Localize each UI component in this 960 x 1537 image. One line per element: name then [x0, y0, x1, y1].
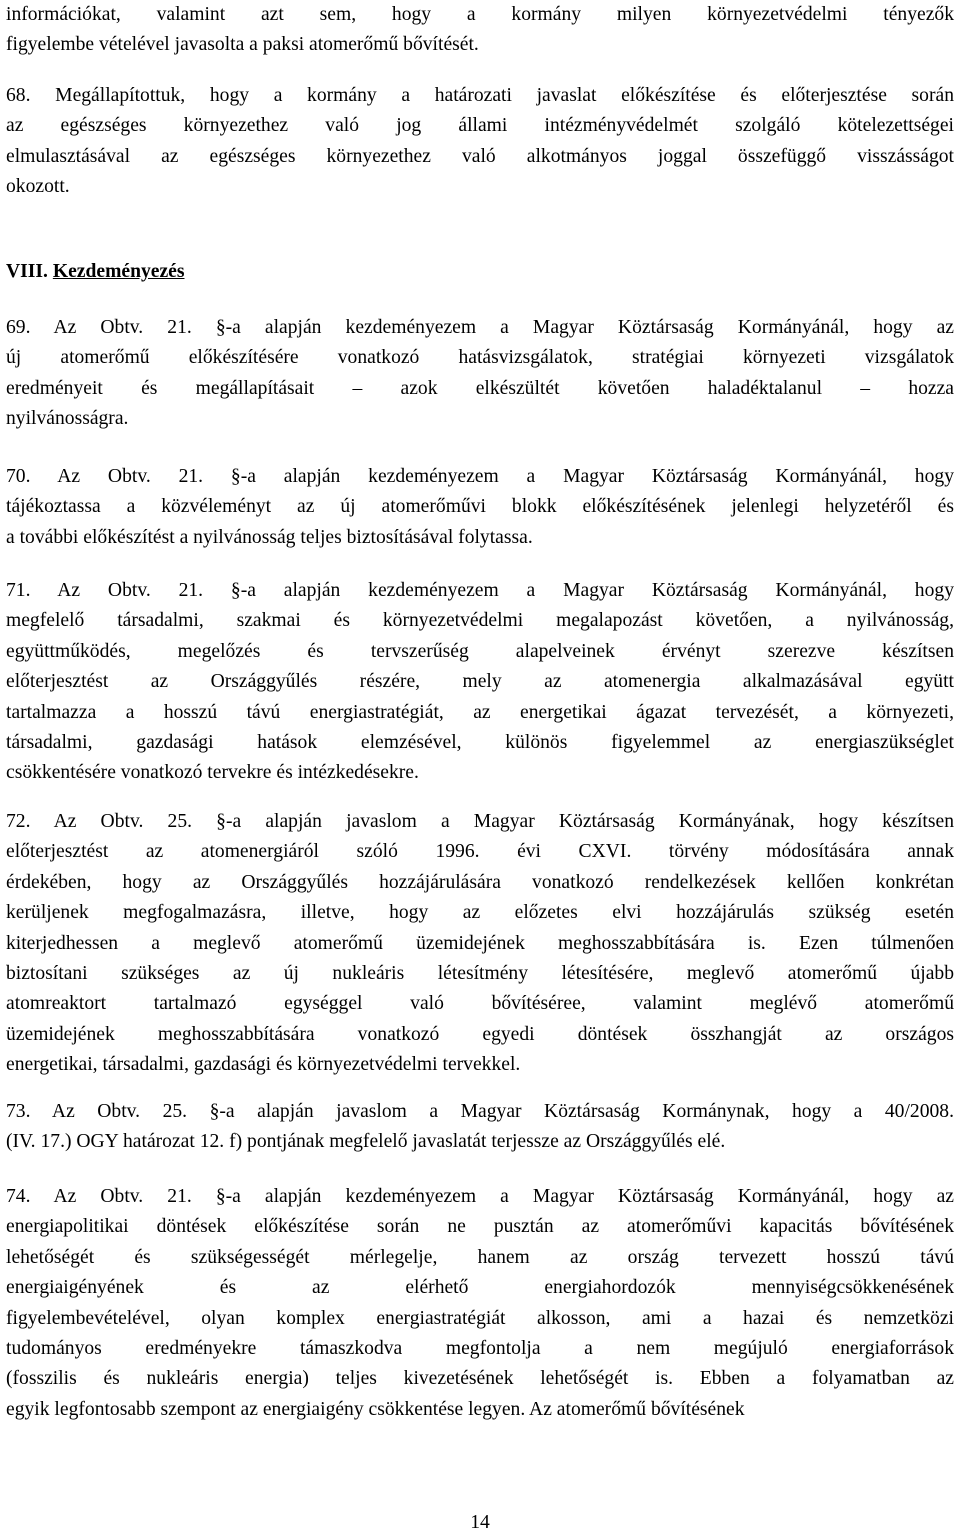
paragraph-68: [6, 81, 954, 203]
text-line: a további előkészítést a nyilvánosság teljes biztosításával folytassa.: [6, 526, 533, 548]
text-line: 71. Az Obtv. 21. §-a alapján kezdeményezem a Magyar Köztársaság Kormányánál, hogy: [6, 580, 954, 601]
paragraph-72: [6, 807, 954, 1081]
text-line: információkat, valamint azt sem, hogy a kormány milyen környezetvédelmi tényezők: [6, 4, 954, 25]
text-line: energetikai, társadalmi, gazdasági és környezetvédelmi tervekkel.: [6, 1054, 521, 1076]
text-line: (IV. 17.) OGY határozat 12. f) pontjának megfelelő javaslatát terjessze az Országgyűlés elé.: [6, 1131, 726, 1153]
paragraph-continuation: [6, 0, 954, 61]
text-line: nyilvánosságra.: [6, 408, 129, 430]
paragraph-70: [6, 462, 954, 553]
paragraph-71: [6, 576, 954, 789]
text-line: 69. Az Obtv. 21. §-a alapján kezdeményezem a Magyar Köztársaság Kormányánál, hogy az: [6, 317, 954, 338]
text-line: 74. Az Obtv. 21. §-a alapján kezdeményezem a Magyar Köztársaság Kormányánál, hogy az: [6, 1186, 954, 1207]
text-line: az egészséges környezethez való jog állami intézményvédelmét szolgáló kötelezettségei: [6, 115, 954, 137]
text-line: eredményeit és megállapításait – azok elkészültét követően haladéktalanul – hozza: [6, 377, 954, 399]
text-line: 72. Az Obtv. 25. §-a alapján javaslom a Magyar Köztársaság Kormányának, hogy készítsen: [6, 811, 954, 832]
section-number: VIII.: [6, 261, 48, 282]
text-line: tájékoztassa a közvéleményt az új atomerőművi blokk előkészítésének jelenlegi helyzetéről és: [6, 496, 954, 518]
text-line: energiapolitikai döntések előkészítése során ne pusztán az atomerőművi kapacitás bővítésének: [6, 1216, 954, 1238]
text-line: figyelembe vételével javasolta a paksi atomerőmű bővítését.: [6, 34, 479, 56]
section-heading: [6, 257, 185, 287]
text-line: tartalmazza a hosszú távú energiastratégiát, az energetikai ágazat tervezését, a környezeti,: [6, 701, 954, 723]
text-line: 70. Az Obtv. 21. §-a alapján kezdeményezem a Magyar Köztársaság Kormányánál, hogy: [6, 466, 954, 487]
text-line: csökkentésére vonatkozó tervekre és intézkedésekre.: [6, 762, 419, 784]
text-line: kiterjedhessen a meglevő atomerőmű üzemidejének meghosszabbítására is. Ezen túlmenően: [6, 932, 954, 954]
text-line: előterjesztést az atomenergiáról szóló 1996. évi CXVI. törvény módosítására annak: [6, 841, 954, 863]
page-number: 14: [470, 1512, 490, 1533]
text-line: társadalmi, gazdasági hatások elemzésével, különös figyelemmel az energiaszükséglet: [6, 732, 954, 754]
text-line: 73. Az Obtv. 25. §-a alapján javaslom a Magyar Köztársaság Kormánynak, hogy a 40/2008.: [6, 1101, 954, 1122]
text-line: 68. Megállapítottuk, hogy a kormány a határozati javaslat előkészítése és előterjesztése során: [6, 85, 954, 106]
section-title: Kezdeményezés: [52, 261, 185, 282]
text-line: üzemidejének meghosszabbítására vonatkozó egyedi döntések összhangját az országos: [6, 1023, 954, 1045]
text-line: megfelelő társadalmi, szakmai és környezetvédelmi megalapozást követően, a nyilvánosság,: [6, 610, 954, 632]
text-line: elmulasztásával az egészséges környezethez való alkotmányos joggal összefüggő visszásságot: [6, 145, 954, 167]
text-line: okozott.: [6, 176, 70, 198]
text-line: biztosítani szükséges az új nukleáris létesítmény létesítésére, meglevő atomerőmű újabb: [6, 963, 954, 985]
paragraph-69: [6, 313, 954, 435]
text-line: kerüljenek megfogalmazásra, illetve, hogy az előzetes elvi hozzájárulás szükség esetén: [6, 902, 954, 924]
text-line: energiaigényének és az elérhető energiahordozók mennyiségcsökkenésének: [6, 1277, 954, 1299]
text-line: egyik legfontosabb szempont az energiaigény csökkentése legyen. Az atomerőmű bővítésének: [6, 1398, 745, 1420]
text-line: tudományos eredményekre támaszkodva megfontolja a nem megújuló energiaforrások: [6, 1338, 954, 1360]
text-line: (fosszilis és nukleáris energia) teljes kivezetésének lehetőségét is. Ebben a folyamatban az: [6, 1368, 954, 1390]
text-line: új atomerőmű előkészítésére vonatkozó hatásvizsgálatok, stratégiai környezeti vizsgálatok: [6, 347, 954, 369]
text-line: érdekében, hogy az Országgyűlés hozzájárulására vonatkozó rendelkezések kellően konkrétan: [6, 871, 954, 893]
paragraph-74: [6, 1182, 954, 1425]
text-line: lehetőségét és szükségességét mérlegelje, hanem az ország tervezett hosszú távú: [6, 1246, 954, 1268]
text-line: atomreaktort tartalmazó egységgel való bővítéséree, valamint meglévő atomerőmű: [6, 993, 954, 1015]
text-line: figyelembevételével, olyan komplex energiastratégiát alkosson, ami a hazai és nemzetközi: [6, 1307, 954, 1329]
paragraph-73: [6, 1097, 954, 1158]
text-line: együttműködés, megelőzés és tervszerűség alapelveinek érvényt szerezve készítsen: [6, 640, 954, 662]
text-line: előterjesztést az Országgyűlés részére, mely az atomenergia alkalmazásával együtt: [6, 671, 954, 693]
